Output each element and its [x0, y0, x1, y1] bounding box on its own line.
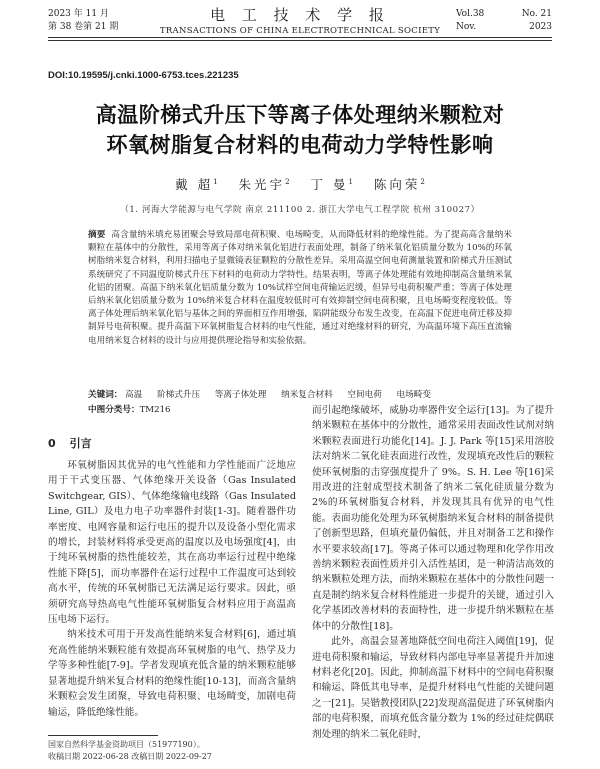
affiliations: （1. 河海大学能源与电气学院 南京 211100 2. 浙江大学电气工程学院 杭州 310027） — [120, 205, 480, 215]
abstract-text: 高含量纳米填充易团聚会导致局部电荷积聚、电场畸变，从而降低材料的绝缘性能。为了提高高含量纳米颗粒在基体中的分散性，采用等离子体对纳米氧化铝进行表面处理，制备了纳米氧化铝质量分数为 10%的环氧树脂纳米复合材料，利用扫描电子显微镜表征颗粒的分散性差异。采用高温空间电荷测量装置和阶梯式升压测试系统研究了不同温度阶梯式升压下材料的电荷动力学特性。结果表明，等离子体处理能有效地抑制高含量纳米氧化铝的团聚。高温下纳米氧化铝质量分数为 10%试样空间电荷输运迟缓，但异号电荷积聚严重；等离子体处理后纳米氧化铝质量分数为 10%纳米复合材料在温度较低时可有效抑制空间电荷积聚，且电场畸变程度较低。等离子体处理后纳米氧化铝与基体之间的界面相互作用增强，陷阱能级分布发生改变，在高温下促进电荷迁移及抑制异号电荷积聚。提升高温下环氧树脂复合材料的电气性能，通过对绝缘材料的研究，为高温环境下高压直流输电用纳米复合材料的设计与应用提供理论指导和实验依据。 — [88, 230, 512, 346]
footnote-dates: 收稿日期 2022-06-28 改稿日期 2022-09-27 — [48, 752, 212, 761]
abstract-label: 摘要 — [88, 230, 106, 240]
section-title: 引言 — [69, 437, 92, 450]
keyword: 等离子体处理 — [214, 390, 267, 400]
keyword: 阶梯式升压 — [157, 390, 201, 400]
header-rule-bottom — [48, 40, 552, 41]
keyword: 空间电荷 — [347, 390, 382, 400]
keyword: 电场畸变 — [396, 390, 431, 400]
footnote — [48, 739, 298, 763]
header-year: 2023 — [529, 22, 552, 32]
footnote-rule — [48, 735, 158, 736]
paragraph: 纳米技术可用于开发高性能纳米复合材料[6]，通过填充高性能纳米颗粒能有效提高环氧树脂的电气、热学及力学等多种性能[7-9]。学者发现填充低含量的纳米颗粒能够显著地提升纳米复合材料的绝缘性能[10-13]，而高含量纳米颗粒会发生团聚，导致电荷积聚、电场畸变，加剧电荷输运，降低绝缘性能。 — [48, 629, 296, 718]
clc-value: TM216 — [139, 405, 171, 415]
footnote-funding: 国家自然科学基金资助项目（51977190）。 — [48, 740, 205, 749]
author-list — [0, 175, 600, 193]
journal-name-cn: 电 工 技 术 学 报 — [210, 6, 390, 24]
clc-label: 中图分类号： — [88, 405, 140, 415]
author: 戴 超$^1$ — [175, 177, 218, 192]
paragraph: 此外，高温会显著地降低空间电荷注入阈值[19]，促进电荷积聚和输运，导致材料内部电导率显著提升并加速材料老化[20]。因此，抑制高温下材料中的空间电荷积聚和输运、降低其电导率，是提升材料电气性能的关键问题之一[21]。吴锴教授团队[22]发现高温促进了环氧树脂内部的电荷积聚，而填充低含量分数为 1%的经过硅烷偶联剂处理的纳米二氧化硅时， — [312, 636, 554, 740]
body-column-left — [48, 458, 296, 718]
keyword: 高温 — [125, 390, 143, 400]
title-line-2: 环氧树脂复合材料的电荷动力学特性影响 — [106, 133, 494, 157]
abstract — [88, 229, 512, 348]
author: 丁 曼$^1$ — [310, 177, 353, 192]
keywords — [88, 389, 518, 402]
header-date-cn: 2023 年 11 月 — [48, 9, 109, 19]
title-line-1: 高温阶梯式升压下等离子体处理纳米颗粒对 — [95, 103, 505, 127]
header-issue-left — [48, 8, 118, 34]
classification-number — [88, 404, 171, 417]
section-heading — [48, 435, 106, 451]
header-rule-top — [48, 37, 552, 38]
journal-name — [150, 5, 450, 37]
header-no: No. 21 — [521, 9, 552, 19]
author: 朱光宇$^2$ — [238, 177, 290, 192]
journal-header — [0, 0, 600, 60]
header-month: Nov. — [456, 22, 477, 32]
author: 陈向荣$^2$ — [373, 177, 425, 192]
keyword: 纳米复合材料 — [281, 390, 333, 400]
paper-title — [40, 100, 560, 160]
header-volume-cn: 第 38 卷第 21 期 — [48, 22, 119, 32]
header-vol: Vol.38 — [456, 9, 485, 19]
header-issue-right — [456, 8, 552, 34]
doi[interactable]: DOI:10.19595/j.cnki.1000-6753.tces.221235 — [48, 70, 239, 81]
keywords-label: 关键词： — [88, 390, 123, 400]
body-column-right — [312, 403, 554, 765]
paragraph: 环氧树脂因其优异的电气性能和力学性能而广泛地应用于干式变压器、气体绝缘开关设备（Gas Insulated Switchgear, GIS）、气体绝缘输电线路（Gas Insulated Line, GIL）及电力电子功率器件封装[1-3]。随着器件功率密度、电网容量和运行电压的提升以及设备小型化需求的增长，封装材料将承受更高的温度以及电场强度[4]，由于纯环氧树脂的热性能较差，其在高功率运行过程中绝缘性能下降[5]，而功率器件在运行过程中工作温度可达到较高水平，传统的环氧树脂已无法满足运行要求。因此，亟须研究高导热高电气性能环氧树脂复合材料应用于高温高压电场下运行。 — [48, 460, 296, 626]
journal-name-en: TRANSACTIONS OF CHINA ELECTROTECHNICAL SOCIETY — [159, 26, 441, 36]
section-number: 0 — [48, 437, 56, 450]
paragraph: 而引起绝缘破坏，威胁功率器件安全运行[13]。为了提升纳米颗粒在基体中的分散性，通常采用表面改性试剂对纳米颗粒表面进行功能化[14]。J. J. Park 等[15]采用溶胶法对纳米二氧化硅表面进行改性，发现填充改性后的颗粒使环氧树脂的击穿强度提升了 9%。S. H. Lee 等[16]采用改进的注射成型技术制备了纳米二氧化硅质量分数为 2%的环氧树脂复合材料，并发现其具有优异的电气性能。表面功能化处理为环氧树脂纳米复合材料的制备提供了创新型思路，但填充量仍偏低，并且对制备工艺和操作水平要求较高[17]。等离子体可以通过物理和化学作用改善纳米颗粒表面性质并引入活性基团，是一种清洁高效的纳米颗粒处理方法，而纳米颗粒在基体中的分散性问题一直是制约纳米复合材料性能进一步提升的关键，通过引入化学基团改善材料的表面特性，进一步提升纳米颗粒在基体中的分散性[18]。 — [312, 405, 554, 632]
